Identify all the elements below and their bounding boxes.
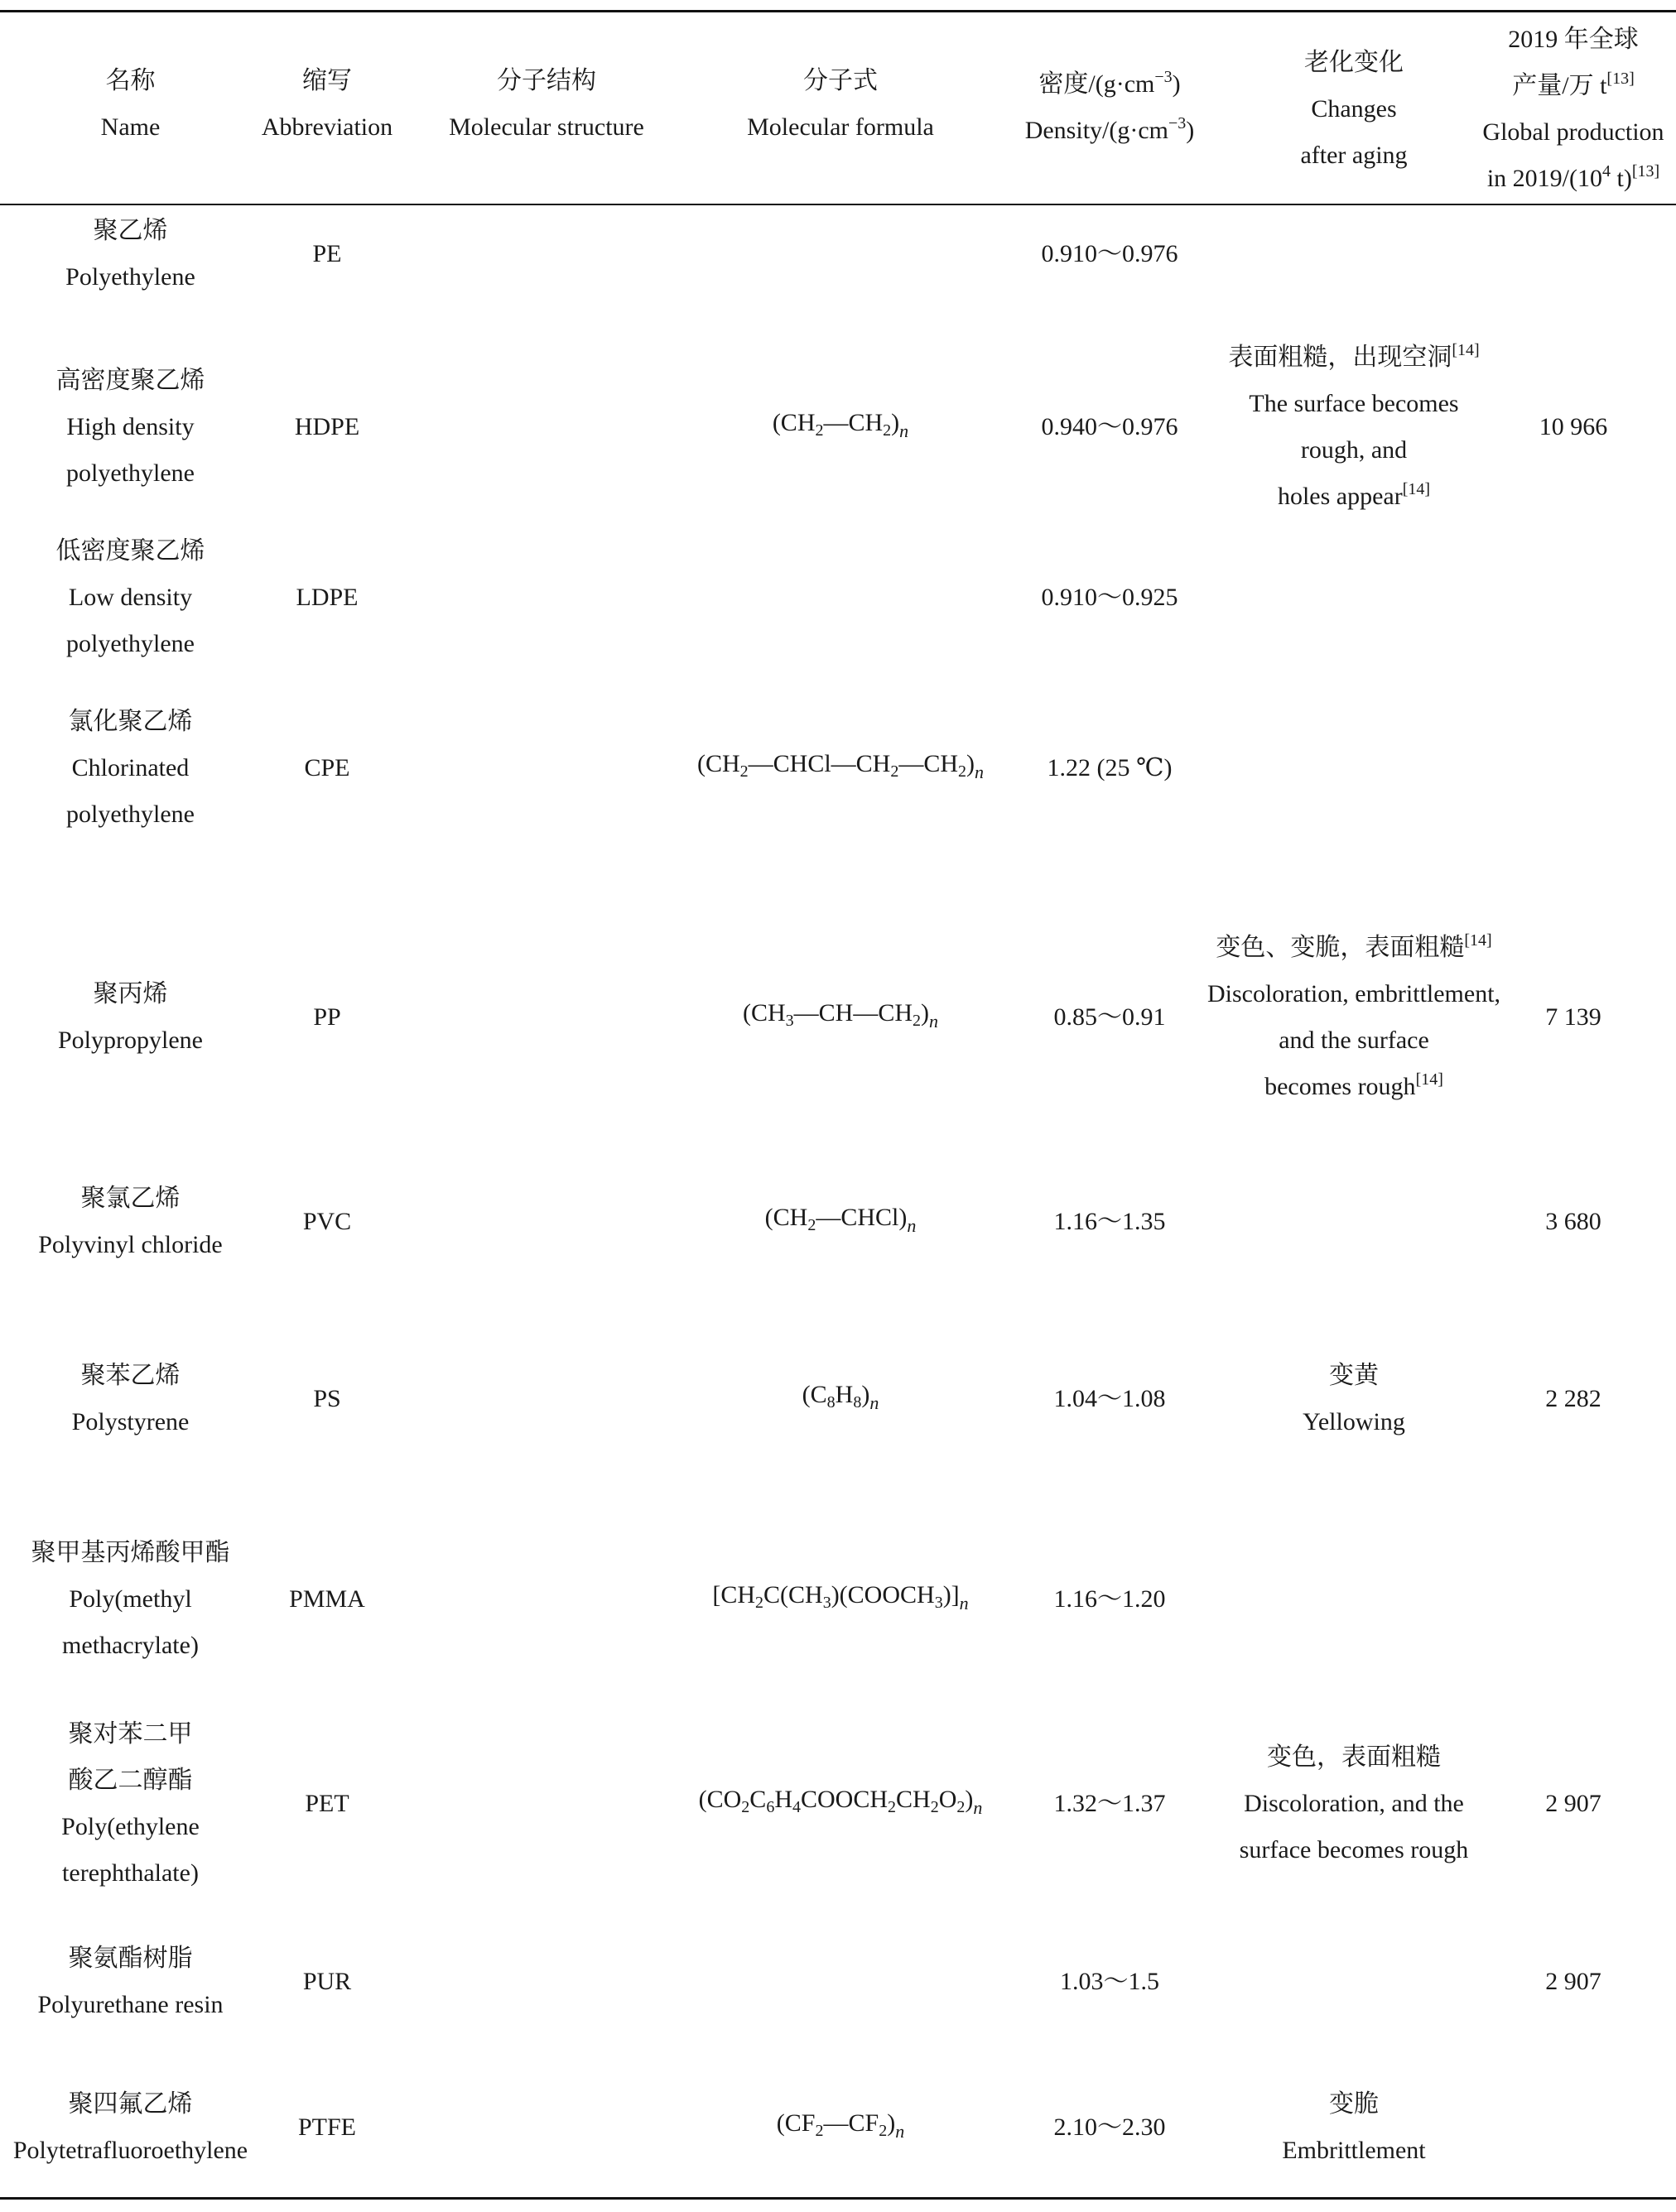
row-cpe-name: 氯化聚乙烯 Chlorinated polyethylene <box>66 708 195 828</box>
row-ptfe-name: 聚四氟乙烯 Polytetrafluoroethylene <box>12 2090 248 2164</box>
row-ps-aging: 变黄 Yellowing <box>1303 1362 1405 1435</box>
row-pvc-production: 3 680 <box>1545 1208 1601 1235</box>
row-pp-abbreviation: PP <box>313 1003 341 1031</box>
row-pp-formula: $(CH_3—CH—CH_2)_n$ <box>742 999 939 1031</box>
table-bottom-rule <box>0 2197 1676 2200</box>
row-pvc-formula: $(CH_2—CHCl)_n$ <box>764 1204 917 1236</box>
row-pe-aging: 表面粗糙，出现空洞[14] The surface becomes rough, and holes appear[14] <box>1228 341 1480 510</box>
row-ps-name: 聚苯乙烯 Polystyrene <box>71 1362 190 1435</box>
row-pur-name: 聚氨酯树脂 Polyurethane resin <box>37 1945 224 2018</box>
row-pvc-density: 1.16～1.35 <box>1053 1208 1166 1235</box>
row-pet-density: 1.32～1.37 <box>1053 1790 1166 1817</box>
header-abbreviation: 缩写 Abbreviation <box>261 67 393 141</box>
row-pmma-formula: $[CH_2C(CH_3)(COOCH_3)]_n$ <box>712 1581 969 1613</box>
row-hdpe-name: 高密度聚乙烯 High density polyethylene <box>55 367 205 487</box>
row-pvc-abbreviation: PVC <box>302 1208 352 1235</box>
row-hdpe-abbreviation: HDPE <box>294 413 360 440</box>
row-pe-density: 0.910～0.976 <box>1041 240 1178 267</box>
row-cpe-formula: $(CH_2—CHCl—CH_2—CH_2)_n$ <box>696 750 985 782</box>
row-pet-name: 聚对苯二甲 酸乙二醇酯 Poly(ethylene terephthalate) <box>61 1720 200 1887</box>
row-pmma-name: 聚甲基丙烯酸甲酯 Poly(methyl methacrylate) <box>31 1539 230 1659</box>
row-ptfe-aging: 变脆 Embrittlement <box>1282 2090 1426 2164</box>
row-ps-production: 2 282 <box>1545 1385 1601 1412</box>
row-ptfe-density: 2.10～2.30 <box>1053 2113 1166 2141</box>
row-pe-name: 聚乙烯 Polyethylene <box>65 217 195 291</box>
row-ldpe-density: 0.910～0.925 <box>1041 584 1178 611</box>
row-pe-abbreviation: PE <box>312 240 342 267</box>
row-pe-production: 10 966 <box>1539 413 1608 440</box>
row-pur-abbreviation: PUR <box>302 1968 352 1995</box>
header-molecular-formula: 分子式 Molecular formula <box>747 67 934 141</box>
row-ps-abbreviation: PS <box>313 1385 341 1412</box>
row-ldpe-name: 低密度聚乙烯 Low density polyethylene <box>55 537 205 657</box>
row-cpe-density: 1.22 (25 ℃) <box>1047 754 1173 781</box>
row-pur-density: 1.03～1.5 <box>1060 1968 1159 1995</box>
row-pp-name: 聚丙烯 Polypropylene <box>58 980 203 1054</box>
row-pet-formula: $(CO_2C_6H_4COOCH_2CH_2O_2)_n$ <box>698 1786 983 1818</box>
row-cpe-abbreviation: CPE <box>304 754 350 781</box>
row-ps-density: 1.04～1.08 <box>1053 1385 1166 1412</box>
row-ldpe-abbreviation: LDPE <box>296 584 359 611</box>
header-name: 名称 Name <box>100 67 161 141</box>
row-pur-production: 2 907 <box>1545 1968 1601 1995</box>
row-pmma-density: 1.16～1.20 <box>1053 1585 1166 1613</box>
row-pet-abbreviation: PET <box>305 1790 349 1817</box>
row-pvc-name: 聚氯乙烯 Polyvinyl chloride <box>38 1185 223 1258</box>
header-molecular-structure: 分子结构 Molecular structure <box>449 67 644 141</box>
row-ps-formula: $(C_8H_8)_n$ <box>802 1381 879 1413</box>
row-pp-density: 0.85～0.91 <box>1053 1003 1166 1031</box>
row-pet-production: 2 907 <box>1545 1790 1601 1817</box>
row-pe-formula: $(CH_2—CH_2)_n$ <box>772 409 909 441</box>
row-pet-aging: 变色，表面粗糙 Discoloration, and the surface becomes rough <box>1239 1743 1469 1863</box>
table-top-rule <box>0 10 1676 12</box>
header-aging: 老化变化 Changes after aging <box>1300 49 1408 169</box>
header-rule <box>0 204 1676 205</box>
header-density: 密度$/(g\cdot cm^{-3})$ Density/$(g\cdot cm^{-3})$ <box>1024 68 1195 144</box>
row-pp-aging: 变色、变脆，表面粗糙[14] Discoloration, embrittlement, and the surface becomes rough[14] <box>1206 931 1501 1100</box>
row-pp-production: 7 139 <box>1545 1003 1601 1031</box>
row-hdpe-density: 0.940～0.976 <box>1041 413 1178 440</box>
row-ptfe-abbreviation: PTFE <box>297 2113 357 2141</box>
row-pmma-abbreviation: PMMA <box>289 1585 365 1613</box>
row-ptfe-formula: $(CF_2—CF_2)_n$ <box>776 2109 905 2142</box>
header-global-production: 2019 年全球 产量/万 t[13] Global production in $2019/(10^4$ t)[13] <box>1482 26 1664 192</box>
